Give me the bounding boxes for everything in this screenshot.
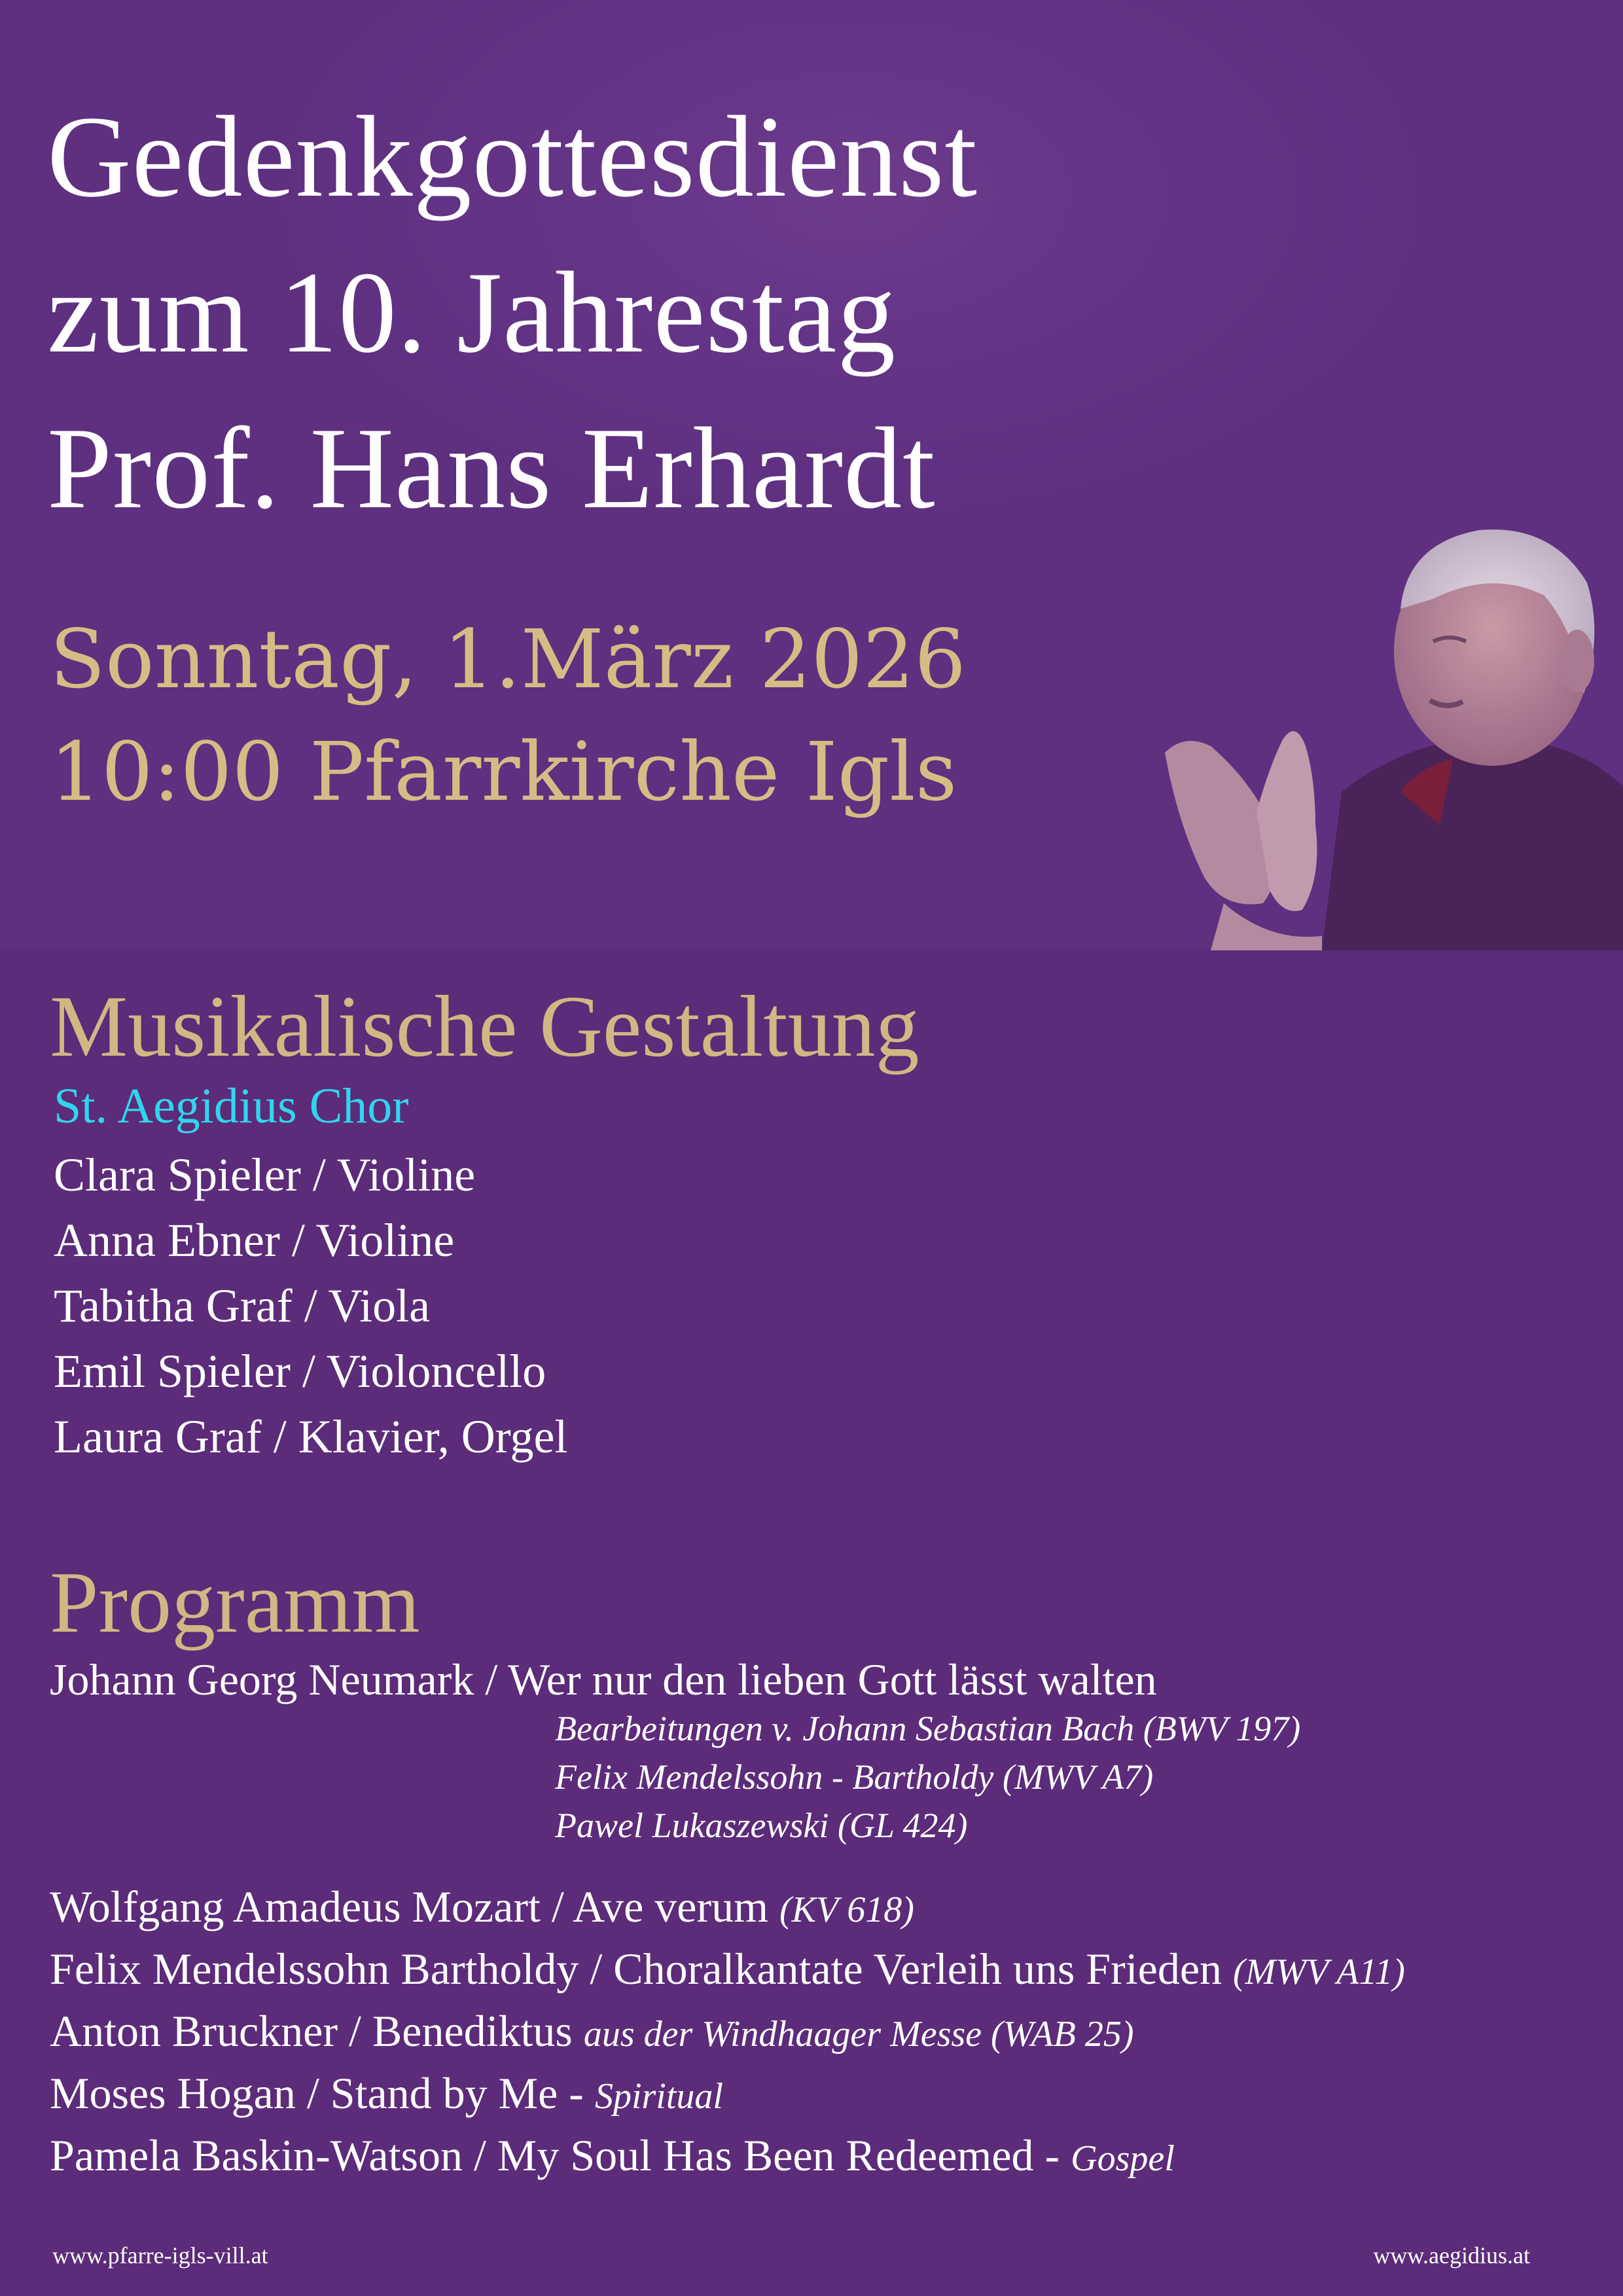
program-item-main: Anton Bruckner / Benediktus [50, 2006, 584, 2056]
program-item-note: (MWV A11) [1233, 1952, 1405, 1992]
event-date: Sonntag, 1.März 2026 [50, 613, 967, 707]
performer-item: Emil Spieler / Violoncello [54, 1345, 546, 1397]
performer-list [54, 1142, 567, 1469]
performer-item: Anna Ebner / Violine [54, 1214, 455, 1266]
arrangement-item: Bearbeitungen v. Johann Sebastian Bach (BWV 197) [555, 1709, 1301, 1748]
program-item-note: (KV 618) [779, 1890, 914, 1930]
arrangement-item: Pawel Lukaszewski (GL 424) [555, 1806, 968, 1845]
performer-item: Laura Graf / Klavier, Orgel [54, 1410, 568, 1463]
program-item [50, 2064, 1405, 2126]
title-line-1: Gedenkgottesdienst [47, 92, 978, 221]
performer-item: Tabitha Graf / Viola [54, 1280, 431, 1332]
arrangement-item: Felix Mendelssohn - Bartholdy (MWV A7) [555, 1757, 1154, 1797]
program-heading: Programm [50, 1554, 420, 1651]
program-item-note: aus der Windhaager Messe (WAB 25) [583, 2014, 1134, 2054]
date-time-block [50, 603, 966, 829]
program-item-main: Moses Hogan / Stand by Me - [50, 2068, 595, 2118]
program-item [50, 2001, 1405, 2064]
title-line-3: Prof. Hans Erhardt [47, 403, 936, 533]
program-item [50, 1877, 1405, 1939]
program-item-main: Pamela Baskin-Watson / My Soul Has Been Redeemed - [50, 2130, 1071, 2180]
event-time-place: 10:00 Pfarrkirche Igls [50, 725, 957, 819]
arrangement-list [555, 1704, 1300, 1850]
portrait-photo [1126, 484, 1623, 950]
program-item [50, 1939, 1405, 2001]
program-list [50, 1877, 1405, 2188]
program-item-main: Wolfgang Amadeus Mozart / Ave verum [50, 1882, 779, 1931]
footer-link-aegidius[interactable]: www.aegidius.at [1373, 2242, 1530, 2269]
program-item-note: Spiritual [594, 2076, 723, 2117]
choir-name: St. Aegidius Chor [54, 1079, 409, 1134]
event-title [47, 79, 978, 546]
program-item-note: Gospel [1071, 2138, 1175, 2179]
performer-item: Clara Spieler / Violine [54, 1149, 476, 1201]
program-item [50, 2126, 1405, 2188]
program-item-first: Johann Georg Neumark / Wer nur den lieben Gott lässt walten [50, 1655, 1157, 1704]
music-heading: Musikalische Gestaltung [50, 978, 919, 1075]
footer-link-parish[interactable]: www.pfarre-igls-vill.at [52, 2242, 268, 2269]
title-line-2: zum 10. Jahrestag [47, 247, 897, 377]
program-item-main: Felix Mendelssohn Bartholdy / Choralkantate Verleih uns Frieden [50, 1944, 1234, 1994]
